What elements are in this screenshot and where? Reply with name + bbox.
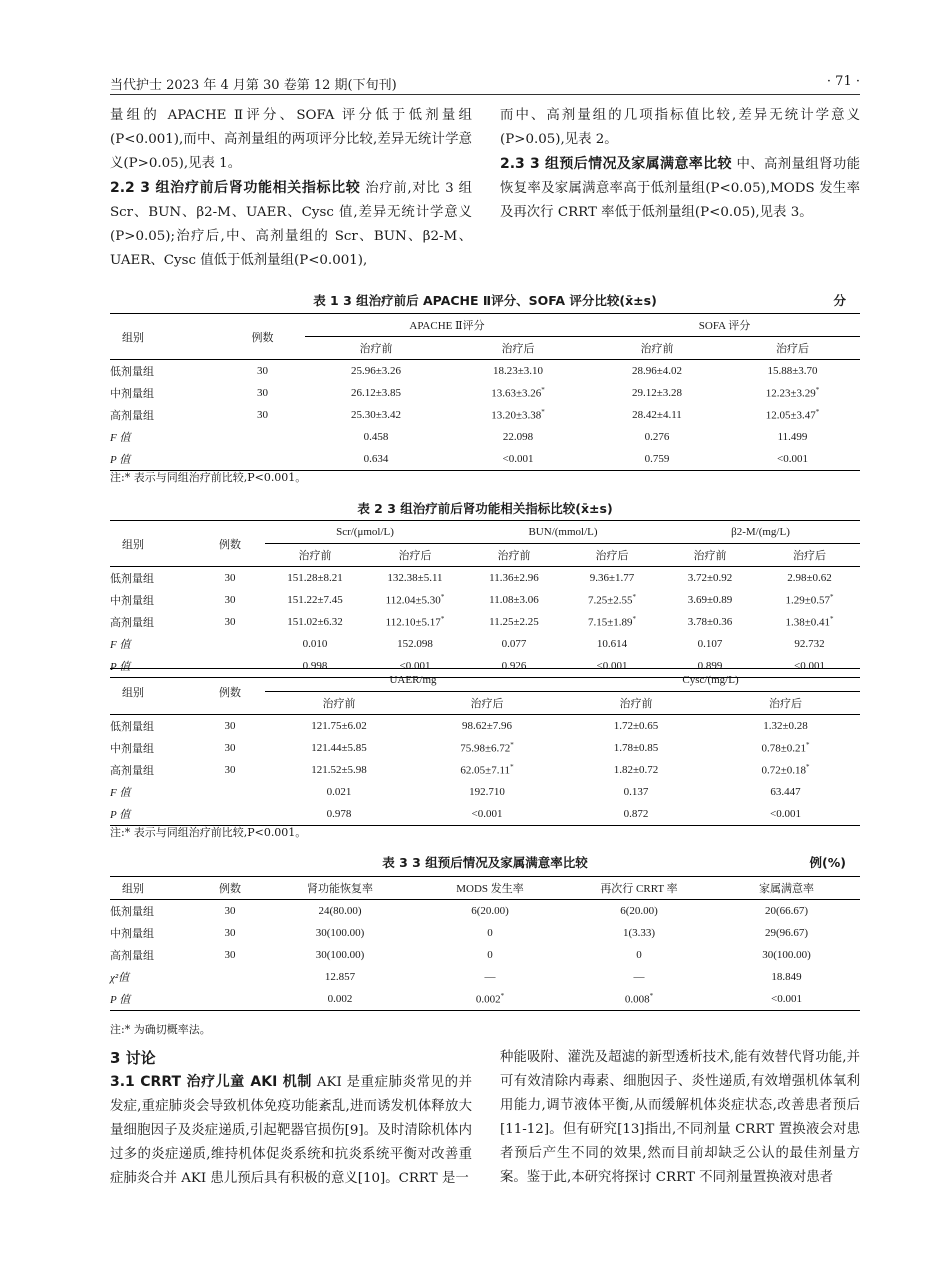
t1-h-before: 治疗前	[305, 337, 447, 360]
cell: 28.96±4.02	[631, 365, 683, 377]
cell: 6(20.00)	[471, 905, 509, 917]
cell: 62.05±7.11	[460, 764, 511, 777]
t3-h-n: 例数	[195, 877, 265, 900]
t2-h-n: 例数	[195, 521, 265, 567]
t2-h-before: 治疗前	[661, 544, 759, 567]
cell: 3.78±0.36	[687, 616, 733, 628]
cell: —	[633, 971, 645, 983]
cell: 0.002	[475, 993, 501, 1006]
cell: 25.96±3.26	[350, 365, 402, 377]
cell: 132.38±5.11	[387, 572, 443, 584]
cell: 0.926	[465, 655, 563, 678]
cell: 98.62±7.96	[461, 720, 513, 732]
cell: 0.998	[265, 655, 365, 678]
row-label: χ²值	[110, 972, 130, 984]
page-number: · 71 ·	[826, 74, 860, 89]
cell: <0.001	[447, 448, 589, 471]
table1	[110, 313, 860, 471]
t2-h-after: 治疗后	[759, 544, 860, 567]
row-label: F 值	[110, 432, 131, 444]
table1-caption-text: 表 1 3 组治疗前后 APACHE Ⅱ评分、SOFA 评分比较(x̄±s)	[313, 293, 657, 308]
sig-mark: *	[815, 386, 820, 395]
t3-h-group: 组别	[110, 877, 195, 900]
cell: 151.28±8.21	[287, 572, 343, 584]
cell: 0	[636, 949, 642, 961]
cell: <0.001	[365, 655, 465, 678]
cell: 63.447	[770, 786, 801, 798]
row-label: 低剂量组	[110, 366, 154, 378]
cell: 0.276	[644, 431, 670, 443]
sig-mark: *	[632, 593, 637, 602]
cell: —	[484, 971, 496, 983]
t2-h-before: 治疗前	[465, 544, 563, 567]
t3-h-satisfaction: 家属满意率	[713, 877, 860, 900]
results-paragraph-cont: 而中、高剂量组的几项指标值比较,差异无统计学意义(P>0.05),见表 2。	[500, 108, 860, 147]
cell: 11.08±3.06	[489, 594, 539, 606]
cell: 30	[224, 742, 236, 754]
t2-h-group: 组别	[110, 521, 195, 567]
cell: 192.710	[469, 786, 505, 798]
cell: 121.52±5.98	[311, 764, 367, 776]
table3-caption	[110, 853, 860, 871]
table-row	[110, 966, 860, 988]
t2-h-before: 治疗前	[265, 692, 413, 715]
cell: 30	[257, 409, 268, 421]
cell: 30	[224, 720, 236, 732]
row-label: 中剂量组	[110, 743, 154, 755]
sig-mark: *	[830, 615, 834, 624]
cell: 7.25±2.55	[587, 594, 633, 607]
t1-h-sofa: SOFA 评分	[589, 314, 860, 337]
cell: 20(66.67)	[764, 905, 809, 917]
row-label: 低剂量组	[110, 721, 154, 733]
t2-h-after: 治疗后	[365, 544, 465, 567]
t2-h-scr: Scr/(μmol/L)	[265, 521, 465, 544]
table2-note: 注:* 表示与同组治疗前比较,P<0.001。	[110, 826, 307, 839]
table3-unit: 例(%)	[809, 855, 846, 870]
cell: 11.25±2.25	[489, 616, 539, 628]
t3-h-mods: MODS 发生率	[415, 877, 565, 900]
sig-mark: *	[500, 992, 505, 1001]
cell: <0.001	[725, 448, 860, 471]
row-label: P 值	[110, 803, 195, 826]
cell: 22.098	[502, 431, 534, 443]
sig-mark: *	[806, 763, 810, 772]
row-label: 中剂量组	[110, 595, 154, 607]
cell: 29.12±3.28	[631, 387, 683, 399]
t1-h-n: 例数	[220, 314, 305, 360]
running-header	[110, 72, 860, 95]
row-label: 中剂量组	[110, 388, 154, 400]
table-row	[110, 404, 860, 426]
table-row	[110, 426, 860, 448]
cell: <0.001	[413, 803, 561, 826]
t3-h-renal: 肾功能恢复率	[265, 877, 415, 900]
cell: 121.75±6.02	[311, 720, 367, 732]
cell: 12.05±3.47	[765, 409, 816, 422]
sig-mark: *	[806, 741, 810, 750]
t1-h-apache: APACHE Ⅱ评分	[305, 314, 589, 337]
table-row	[110, 448, 860, 471]
cell: 30	[224, 764, 236, 776]
t2-h-before: 治疗前	[561, 692, 711, 715]
table2-part-b	[110, 668, 860, 826]
sig-mark: *	[440, 615, 445, 624]
section-2-2-text: 治疗前,对比 3 组 Scr、BUN、β2-M、UAER、Cysc 值,差异无统计学意义(P>0.05);治疗后,中、高剂量组的 Scr、BUN、β2-M、UAER、Cysc 值低于低剂量组(P<0.001),	[110, 181, 472, 268]
cell: 12.23±3.29	[765, 387, 816, 400]
cell: 0.077	[501, 638, 527, 650]
table-row	[110, 633, 860, 655]
cell: <0.001	[713, 988, 860, 1011]
cell: 0.872	[561, 803, 711, 826]
cell: 18.23±3.10	[492, 365, 544, 377]
cell: 92.732	[794, 638, 825, 650]
t2-h-after: 治疗后	[413, 692, 561, 715]
cell: <0.001	[711, 803, 860, 826]
row-label: 中剂量组	[110, 928, 154, 940]
cell: 13.63±3.26	[491, 387, 542, 400]
t3-h-crrt: 再次行 CRRT 率	[565, 877, 713, 900]
t2-h-cysc: Cysc/(mg/L)	[561, 669, 860, 692]
cell: 0.137	[623, 786, 649, 798]
cell: 0.010	[302, 638, 328, 650]
cell: 0.978	[265, 803, 413, 826]
row-label: P 值	[110, 655, 195, 678]
table-row	[110, 589, 860, 611]
row-label: 高剂量组	[110, 950, 154, 962]
cell: 1.38±0.41	[785, 616, 831, 629]
cell: 1.29±0.57	[785, 594, 831, 607]
cell: 29(96.67)	[764, 927, 809, 939]
cell: 0.021	[326, 786, 352, 798]
cell: 30	[224, 616, 236, 628]
sig-mark: *	[510, 741, 514, 750]
cell: 7.15±1.89	[587, 616, 633, 629]
table-row	[110, 803, 860, 826]
cell: 30	[224, 927, 236, 939]
journal-info: 当代护士 2023 年 4 月第 30 卷第 12 期(下旬刊)	[110, 78, 397, 93]
sig-mark: *	[541, 408, 545, 417]
row-label: P 值	[110, 448, 220, 471]
t2-h-after: 治疗后	[563, 544, 661, 567]
sig-mark: *	[440, 593, 445, 602]
cell: 152.098	[397, 638, 433, 650]
cell: 28.42±4.11	[632, 409, 682, 421]
cell: <0.001	[563, 655, 661, 678]
cell: 0.899	[661, 655, 759, 678]
cell: 0.458	[363, 431, 389, 443]
cell: 11.499	[777, 431, 808, 443]
cell: 112.10±5.17	[385, 616, 441, 629]
t1-h-before: 治疗前	[589, 337, 725, 360]
cell: 30	[224, 572, 236, 584]
cell: 24(80.00)	[318, 905, 362, 917]
cell: 75.98±6.72	[460, 742, 511, 755]
table3	[110, 876, 860, 1011]
row-label: 高剂量组	[110, 617, 154, 629]
sig-mark: *	[649, 992, 654, 1001]
discussion-right-column	[500, 1046, 860, 1190]
table-row	[110, 382, 860, 404]
table3-note: 注:* 为确切概率法。	[110, 1023, 211, 1036]
cell: 121.44±5.85	[311, 742, 367, 754]
section-2-2-title: 2.2 3 组治疗前后肾功能相关指标比较	[110, 180, 361, 196]
row-label: 低剂量组	[110, 906, 154, 918]
t2-h-group: 组别	[110, 669, 195, 715]
cell: 151.02±6.32	[287, 616, 343, 628]
table-row	[110, 900, 860, 923]
sig-mark: *	[830, 593, 834, 602]
cell: 0.107	[697, 638, 723, 650]
cell: 1.82±0.72	[613, 764, 659, 776]
table-row	[110, 922, 860, 944]
discussion-right-text: 种能吸附、灌洗及超滤的新型透析技术,能有效替代肾功能,并可有效清除内毒素、细胞因子、炎性递质,有效增强机体氧利用能力,调节液体平衡,从而缓解机体炎症状态,改善患者预后[11-12]。但有研究[13]指出,不同剂量 CRRT 置换液会对患者预后产生不同的效果,然而目前却缺乏公认的最佳剂量方案。鉴于此,本研究将探讨 CRRT 不同剂量置换液对患者	[500, 1050, 860, 1185]
cell: 0.634	[305, 448, 447, 471]
table-row	[110, 611, 860, 633]
row-label: F 值	[110, 787, 131, 799]
cell: 2.98±0.62	[787, 572, 832, 584]
table2-caption: 表 2 3 组治疗前后肾功能相关指标比较(x̄±s)	[357, 501, 613, 516]
cell: 30	[224, 594, 236, 606]
cell: 0.002	[265, 988, 415, 1011]
cell: 1.72±0.65	[613, 720, 659, 732]
cell: 12.857	[324, 971, 356, 983]
cell: 0	[487, 949, 493, 961]
cell: 25.30±3.42	[350, 409, 402, 421]
table-row	[110, 715, 860, 738]
table1-note: 注:* 表示与同组治疗前比较,P<0.001。	[110, 471, 307, 484]
cell: 11.36±2.96	[489, 572, 539, 584]
discussion-title: 3 讨论	[110, 1049, 156, 1067]
cell: 0	[487, 927, 493, 939]
top-left-column	[110, 104, 472, 273]
sig-mark: *	[541, 386, 545, 395]
cell: 30	[257, 387, 268, 399]
table2-part-a	[110, 520, 860, 678]
cell: 30(100.00)	[315, 949, 365, 961]
row-label: P 值	[110, 988, 195, 1011]
t2-h-n: 例数	[195, 669, 265, 715]
section-2-3-text: 中、高剂量组肾功能恢复率及家属满意率高于低剂量组(P<0.05),MODS 发生率及再次行 CRRT 率低于低剂量组(P<0.05),见表 3。	[500, 157, 861, 220]
table1-caption	[110, 291, 860, 309]
table-row	[110, 988, 860, 1011]
cell: 13.20±3.38	[491, 409, 542, 422]
cell: 30	[224, 949, 236, 961]
table-row	[110, 781, 860, 803]
cell: 3.69±0.89	[687, 594, 733, 606]
t2-h-b2m: β2-M/(mg/L)	[661, 521, 860, 544]
cell: 6(20.00)	[620, 905, 658, 917]
t2-h-before: 治疗前	[265, 544, 365, 567]
t1-h-after: 治疗后	[447, 337, 589, 360]
t2-h-after: 治疗后	[711, 692, 860, 715]
cell: 151.22±7.45	[287, 594, 343, 606]
table-row	[110, 360, 860, 383]
t2-h-uaer: UAER/mg	[265, 669, 561, 692]
cell: 0.72±0.18	[761, 764, 807, 777]
row-label: 高剂量组	[110, 765, 154, 777]
cell: 1.78±0.85	[613, 742, 659, 754]
cell: 26.12±3.85	[350, 387, 402, 399]
cell: 0.759	[589, 448, 725, 471]
top-right-column	[500, 104, 860, 225]
results-paragraph: 量组的 APACHE Ⅱ评分、SOFA 评分低于低剂量组(P<0.001),而中、高剂量组的两项评分比较,差异无统计学意义(P>0.05),见表 1。	[110, 108, 472, 171]
t1-h-after: 治疗后	[725, 337, 860, 360]
section-2-3-title: 2.3 3 组预后情况及家属满意率比较	[500, 156, 732, 172]
cell: 0.78±0.21	[761, 742, 807, 755]
cell: 1.32±0.28	[763, 720, 808, 732]
t1-h-group: 组别	[110, 314, 220, 360]
row-label: 高剂量组	[110, 410, 154, 422]
cell: 30(100.00)	[762, 949, 811, 961]
row-label: 低剂量组	[110, 573, 154, 585]
table1-unit: 分	[833, 293, 846, 308]
section-3-1-title: 3.1 CRRT 治疗儿童 AKI 机制	[110, 1074, 312, 1090]
cell: 112.04±5.30	[385, 594, 441, 607]
cell: <0.001	[759, 655, 860, 678]
table-row	[110, 944, 860, 966]
table-row	[110, 759, 860, 781]
cell: 3.72±0.92	[687, 572, 733, 584]
discussion-left-column	[110, 1046, 472, 1191]
cell: 0.008	[624, 993, 650, 1006]
cell: 30	[224, 905, 236, 917]
sig-mark: *	[510, 763, 514, 772]
cell: 18.849	[771, 971, 802, 983]
sig-mark: *	[632, 615, 637, 624]
cell: 15.88±3.70	[767, 365, 818, 377]
discussion-left-text: AKI 是重症肺炎常见的并发症,重症肺炎会导致机体免疫功能紊乱,进而诱发机体释放大量细胞因子及炎症递质,引起靶器官损伤[9]。及时清除机体内过多的炎症递质,维持机体促炎系统和抗炎系统平衡对改善重症肺炎合并 AKI 患儿预后具有积极的意义[10]。CRRT 是一	[110, 1075, 472, 1186]
cell: 9.36±1.77	[589, 572, 635, 584]
t2-h-bun: BUN/(mmol/L)	[465, 521, 661, 544]
cell: 1(3.33)	[622, 927, 656, 939]
table3-caption-text: 表 3 3 组预后情况及家属满意率比较	[382, 855, 588, 870]
sig-mark: *	[815, 408, 820, 417]
cell: 30	[257, 365, 268, 377]
cell: 30(100.00)	[315, 927, 365, 939]
table-row	[110, 567, 860, 590]
cell: 10.614	[596, 638, 628, 650]
table-row	[110, 737, 860, 759]
row-label: F 值	[110, 639, 131, 651]
